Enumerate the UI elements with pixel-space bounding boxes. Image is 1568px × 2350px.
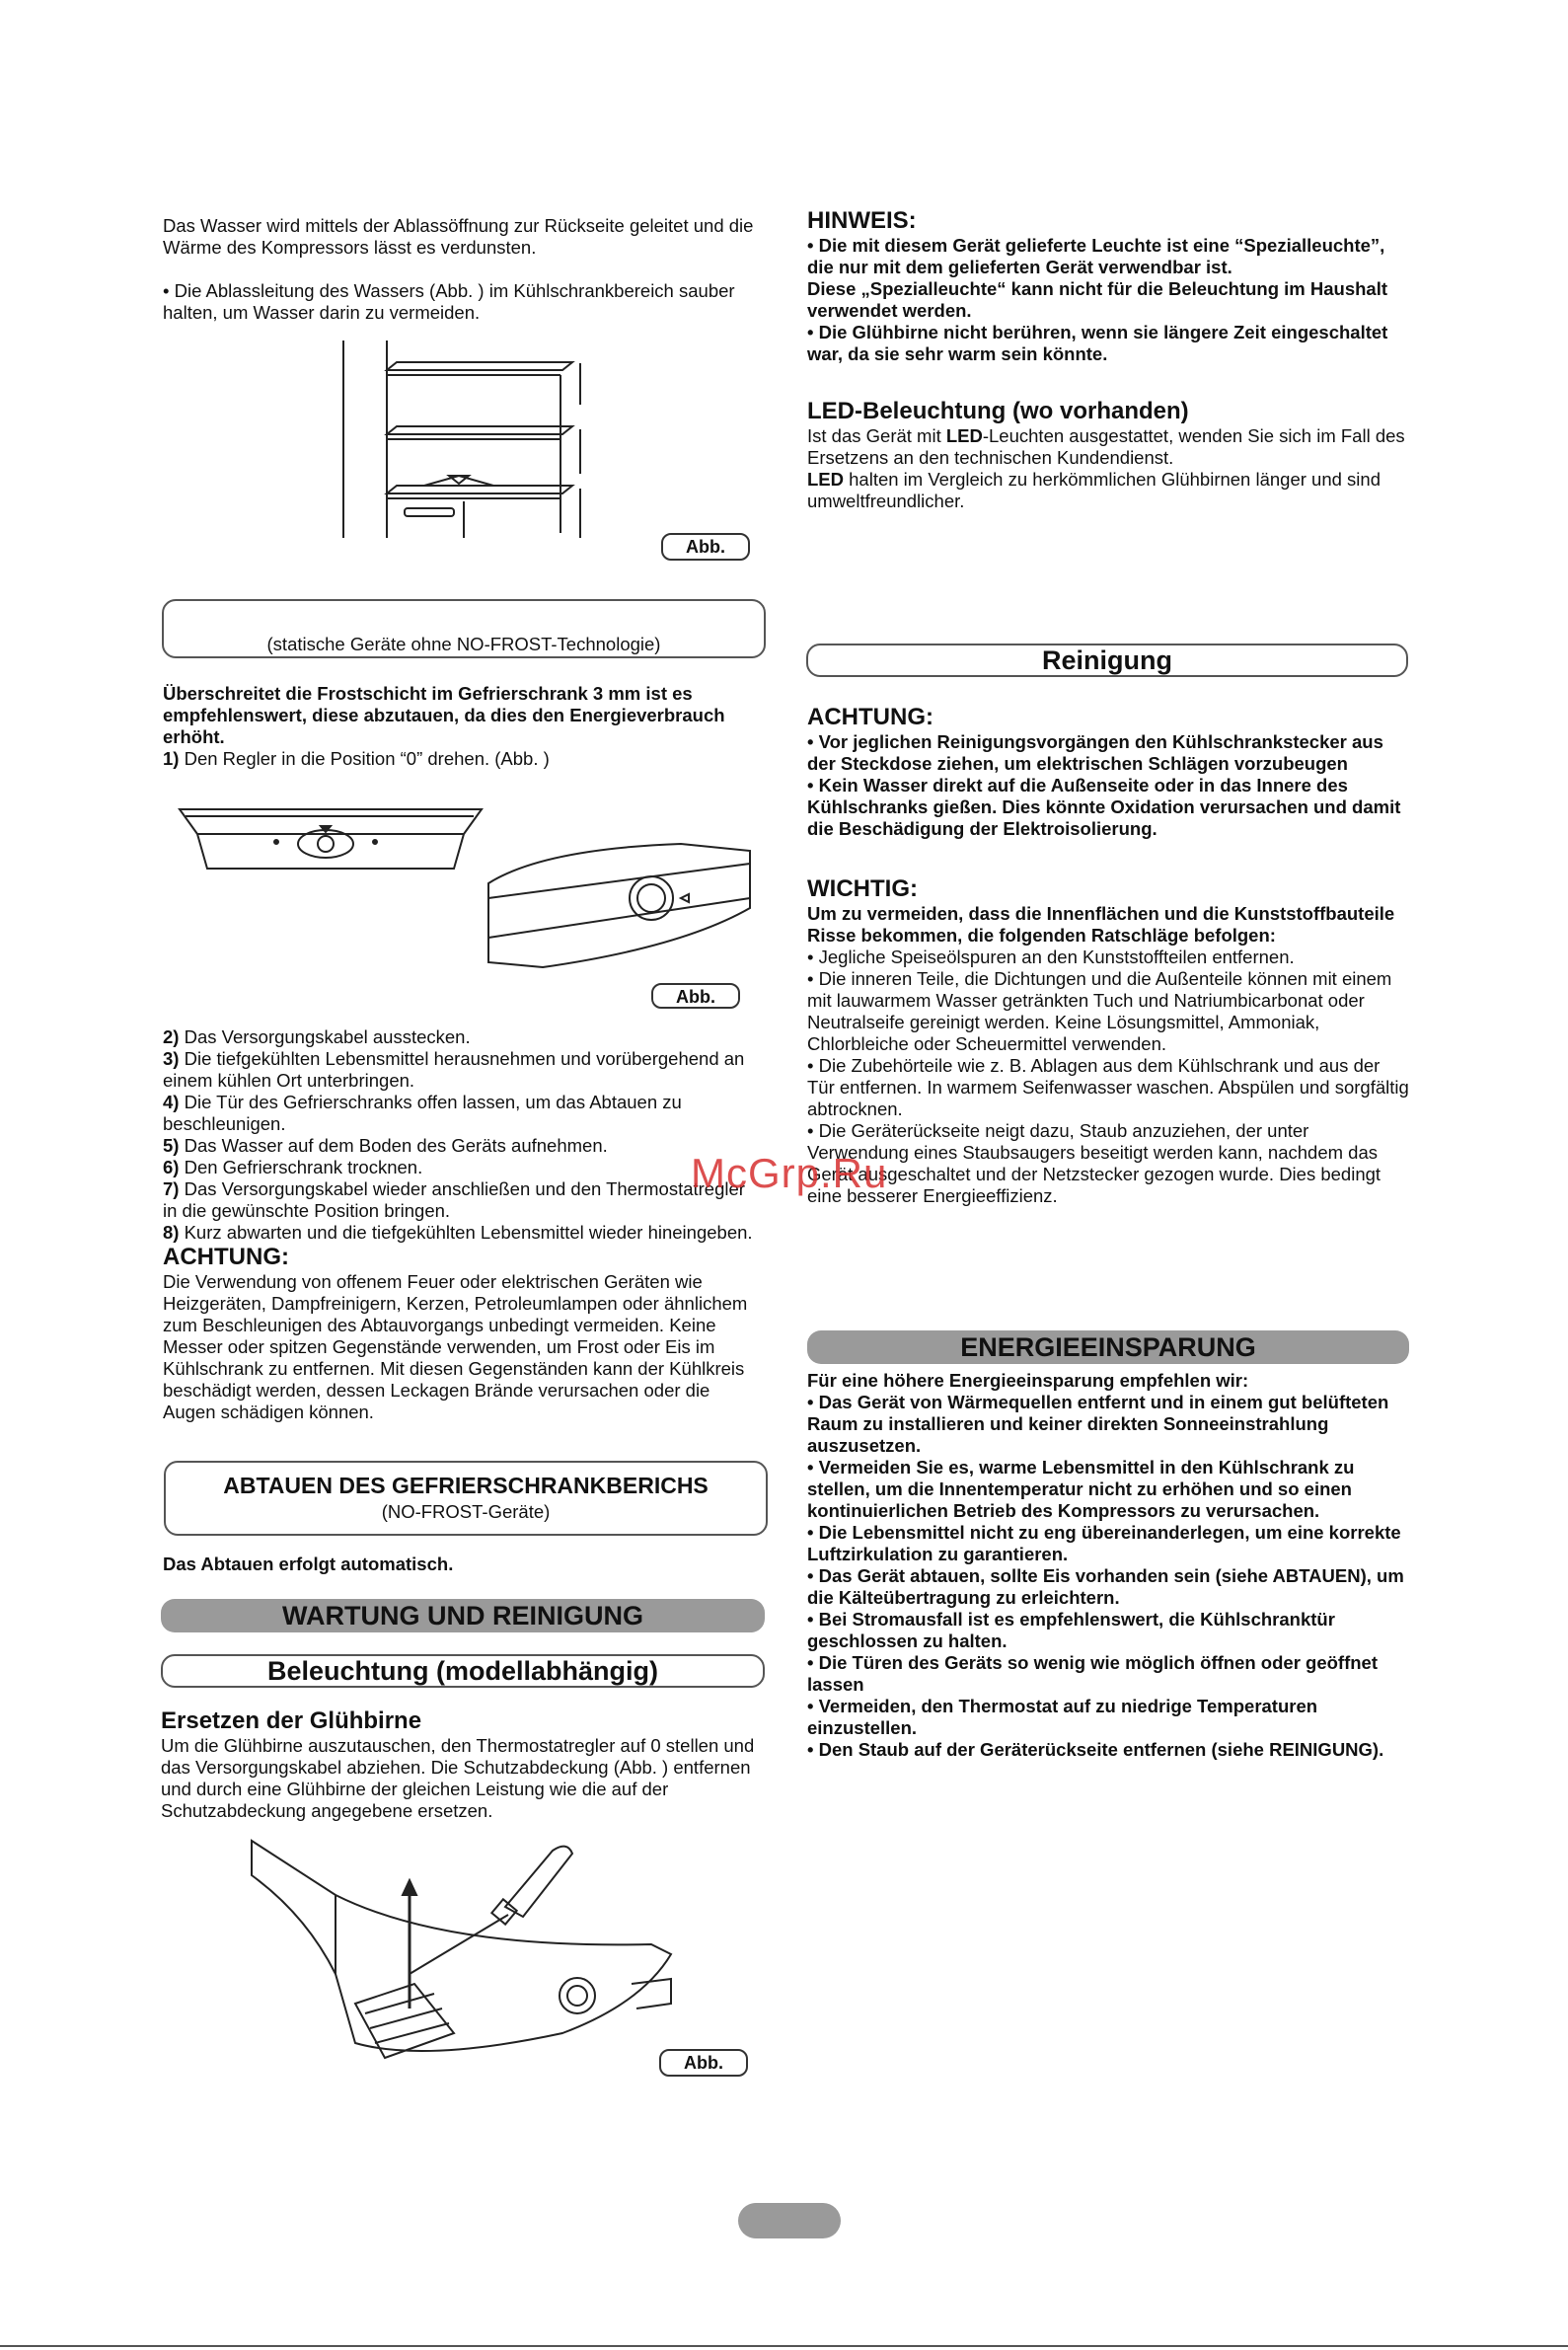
wichtig-line-1: • Jegliche Speiseölspuren an den Kunststoffteilen entfernen. bbox=[807, 947, 1295, 967]
led-title: LED-Beleuchtung (wo vorhanden) bbox=[807, 398, 1189, 424]
step-text: Die Tür des Gefrierschranks offen lassen, um das Abtauen zu beschleunigen. bbox=[163, 1092, 682, 1134]
hinweis-line-1: • Die mit diesem Gerät gelieferte Leuchte ist eine “Spezialleuchte”, die nur mit dem gelieferten Gerät verwendbar ist. bbox=[807, 235, 1385, 277]
watermark: McGrp.Ru bbox=[691, 1150, 888, 1196]
left-intro bbox=[163, 215, 755, 324]
lamp-cover-illustration bbox=[247, 1836, 691, 2063]
step-4 bbox=[163, 1092, 755, 1135]
energie-line-2: • Vermeiden Sie es, warme Lebensmittel in den Kühlschrank zu stellen, um die Innentemperatur nicht zu erhöhen und so einen kontinuierlichen Betrieb des Kompressors zu verursachen. bbox=[807, 1457, 1355, 1521]
energie-line-5: • Bei Stromausfall ist es empfehlenswert, die Kühlschranktür geschlossen zu halten. bbox=[807, 1609, 1335, 1651]
thermostat-knob-illustration bbox=[484, 839, 755, 972]
step-num: 3) bbox=[163, 1048, 180, 1069]
step-text: Das Versorgungskabel ausstecken. bbox=[179, 1026, 471, 1047]
hinweis-section bbox=[807, 207, 1411, 365]
achtung-title-right: ACHTUNG: bbox=[807, 704, 933, 730]
step-num: 6) bbox=[163, 1157, 180, 1177]
step-text: Den Gefrierschrank trocknen. bbox=[179, 1157, 423, 1177]
hinweis-line-2: Diese „Spezialleuchte“ kann nicht für die Beleuchtung im Haushalt verwendet werden. bbox=[807, 278, 1388, 321]
page-number-pill bbox=[738, 2203, 841, 2238]
led-paragraph-1 bbox=[807, 425, 1411, 469]
step-text: Das Wasser auf dem Boden des Geräts aufnehmen. bbox=[179, 1135, 608, 1156]
step-1-text: Den Regler in die Position “0” drehen. (Abb. ) bbox=[179, 748, 550, 769]
wichtig-line-4: • Die Geräterückseite neigt dazu, Staub anzuziehen, der unter Verwendung eines Staubsaugers beseitigt werden kann, nachdem das Gerät ausgeschaltet und der Netzstecker gezogen wurde. Dies bedingt eine besserer Energieeffizienz. bbox=[807, 1120, 1381, 1206]
static-defrost-box bbox=[162, 599, 766, 658]
reinigung-achtung bbox=[807, 704, 1411, 840]
energie-section bbox=[807, 1370, 1411, 1761]
static-defrost-subtitle: (statische Geräte ohne NO-FROST-Technologie) bbox=[266, 634, 661, 654]
frost-section bbox=[163, 683, 755, 770]
step-8 bbox=[163, 1222, 755, 1244]
led-paragraph-2 bbox=[807, 469, 1411, 512]
achtung-text-left: Die Verwendung von offenem Feuer oder elektrischen Geräten wie Heizgeräten, Dampfreinigern, Kerzen, Petroleumlampen oder ähnlichem zum Beschleunigen des Abtauvorgangs unbedingt vermeiden. Keine Messer oder spitzen Gegenstände verwenden, um Frost oder Eis im Kühlschrank zu entfernen. Mit diesen Gegenständen kann der Kühlkreis beschädigt werden, dessen Leckagen Brände verursachen oder die Augen schädigen können. bbox=[163, 1271, 748, 1422]
gluehbirne-section bbox=[161, 1707, 758, 1822]
step-num: 4) bbox=[163, 1092, 180, 1112]
wichtig-line-3: • Die Zubehörteile wie z. B. Ablagen aus dem Kühlschrank und aus der Tür entfernen. In warmem Seifenwasser waschen. Abspülen und sorgfältig abtrocknen. bbox=[807, 1055, 1409, 1119]
step-text: Die tiefgekühlten Lebensmittel herausnehmen und vorübergehend an einem kühlen Ort unterbringen. bbox=[163, 1048, 745, 1091]
energie-line-1: • Das Gerät von Wärmequellen entfernt und in einem gut belüfteten Raum zu installieren und keiner direkten Sonneeinstrahlung auszusetzen. bbox=[807, 1392, 1389, 1456]
drain-bullet: • Die Ablassleitung des Wassers (Abb. ) im Kühlschrankbereich sauber halten, um Wasser darin zu vermeiden. bbox=[163, 280, 735, 323]
step-3 bbox=[163, 1048, 755, 1092]
nofrost-subtitle: (NO-FROST-Geräte) bbox=[381, 1501, 551, 1522]
hinweis-title: HINWEIS: bbox=[807, 207, 917, 234]
led-text: Ist das Gerät mit bbox=[807, 425, 946, 446]
step-num: 5) bbox=[163, 1135, 180, 1156]
nofrost-title: ABTAUEN DES GEFRIERSCHRANKBERICHS bbox=[223, 1473, 709, 1498]
energie-line-7: • Vermeiden, den Thermostat auf zu niedrige Temperaturen einzustellen. bbox=[807, 1696, 1318, 1738]
step-text: Das Versorgungskabel wieder anschließen und den Thermostatregler in die gewünschte Position bringen. bbox=[163, 1178, 745, 1221]
step-2 bbox=[163, 1026, 755, 1048]
wichtig-section bbox=[807, 875, 1411, 1207]
gluehbirne-title: Ersetzen der Glühbirne bbox=[161, 1707, 422, 1734]
defrost-steps bbox=[163, 1026, 755, 1423]
step-7 bbox=[163, 1178, 755, 1222]
bottom-rule bbox=[0, 2345, 1568, 2347]
hinweis-line-3: • Die Glühbirne nicht berühren, wenn sie längere Zeit eingeschaltet war, da sie sehr warm sein könnte. bbox=[807, 322, 1388, 364]
step-num: 7) bbox=[163, 1178, 180, 1199]
step-num: 2) bbox=[163, 1026, 180, 1047]
step-6 bbox=[163, 1157, 755, 1178]
led-section bbox=[807, 398, 1411, 512]
led-bold: LED bbox=[807, 469, 844, 490]
wichtig-intro: Um zu vermeiden, dass die Innenflächen und die Kunststoffbauteile Risse bekommen, die folgenden Ratschläge befolgen: bbox=[807, 903, 1395, 946]
energie-line-6: • Die Türen des Geräts so wenig wie möglich öffnen oder geöffnet lassen bbox=[807, 1652, 1378, 1695]
abb-label-2: Abb. bbox=[651, 983, 740, 1009]
led-bold: LED bbox=[945, 425, 983, 446]
gluehbirne-text: Um die Glühbirne auszutauschen, den Thermostatregler auf 0 stellen und das Versorgungskabel abziehen. Die Schutzabdeckung (Abb. ) entfernen und durch eine Glühbirne der gleichen Leistung wie die auf der Schutzabdeckung angegebene ersetzen. bbox=[161, 1735, 755, 1821]
led-text: halten im Vergleich zu herkömmlichen Glühbirnen länger und sind umweltfreundlicher. bbox=[807, 469, 1381, 511]
frost-intro: Überschreitet die Frostschicht im Gefrierschrank 3 mm ist es empfehlenswert, diese abzutauen, da dies den Energieverbrauch erhöht. bbox=[163, 683, 725, 747]
energie-line-8: • Den Staub auf der Geräterückseite entfernen (siehe REINIGUNG). bbox=[807, 1739, 1384, 1760]
step-1-num: 1) bbox=[163, 748, 180, 769]
achtung-line-1: • Vor jeglichen Reinigungsvorgängen den Kühlschrankstecker aus der Steckdose ziehen, um elektrischen Schlägen vorzubeugen bbox=[807, 731, 1383, 774]
energie-line-4: • Das Gerät abtauen, sollte Eis vorhanden sein (siehe ABTAUEN), um die Kälteübertragung zu erleichtern. bbox=[807, 1565, 1404, 1608]
abb-label-1: Abb. bbox=[661, 533, 750, 561]
step-5 bbox=[163, 1135, 755, 1157]
wichtig-title: WICHTIG: bbox=[807, 875, 918, 902]
energie-line-3: • Die Lebensmittel nicht zu eng übereinanderlegen, um eine korrekte Luftzirkulation zu garantieren. bbox=[807, 1522, 1401, 1564]
step-text: Kurz abwarten und die tiefgekühlten Lebensmittel wieder hineingeben. bbox=[179, 1222, 753, 1243]
abb-label-3: Abb. bbox=[659, 2049, 748, 2077]
achtung-line-2: • Kein Wasser direkt auf die Außenseite oder in das Innere des Kühlschranks gießen. Dies könnte Oxidation verursachen und damit die Beschädigung der Elektroisolierung. bbox=[807, 775, 1401, 839]
step-num: 8) bbox=[163, 1222, 180, 1243]
reinigung-box: Reinigung bbox=[806, 644, 1408, 677]
fridge-shelves-illustration bbox=[336, 336, 592, 543]
nofrost-box bbox=[164, 1461, 768, 1536]
step-1 bbox=[163, 748, 755, 770]
energie-intro: Für eine höhere Energieeinsparung empfehlen wir: bbox=[807, 1370, 1249, 1391]
beleuchtung-box: Beleuchtung (modellabhängig) bbox=[161, 1654, 765, 1688]
led-text: -Leuchten ausgestattet, wenden Sie sich im Fall des Ersetzens an den technischen Kundendienst. bbox=[807, 425, 1405, 468]
drain-text: Das Wasser wird mittels der Ablassöffnung zur Rückseite geleitet und die Wärme des Kompressors lässt es verdunsten. bbox=[163, 215, 754, 258]
thermostat-housing-illustration bbox=[178, 804, 484, 873]
wichtig-line-2: • Die inneren Teile, die Dichtungen und die Außenteile können mit einem mit lauwarmem Wasser getränkten Tuch und Natriumbicarbonat oder Neutralseife gereinigt werden. Keine Lösungsmittel, Ammoniak, Chlorbleiche oder Scheuermittel verwenden. bbox=[807, 968, 1392, 1054]
energie-bar: ENERGIEEINSPARUNG bbox=[807, 1330, 1409, 1364]
nofrost-text: Das Abtauen erfolgt automatisch. bbox=[163, 1554, 454, 1574]
wartung-bar: WARTUNG UND REINIGUNG bbox=[161, 1599, 765, 1632]
achtung-title-left: ACHTUNG: bbox=[163, 1244, 289, 1270]
